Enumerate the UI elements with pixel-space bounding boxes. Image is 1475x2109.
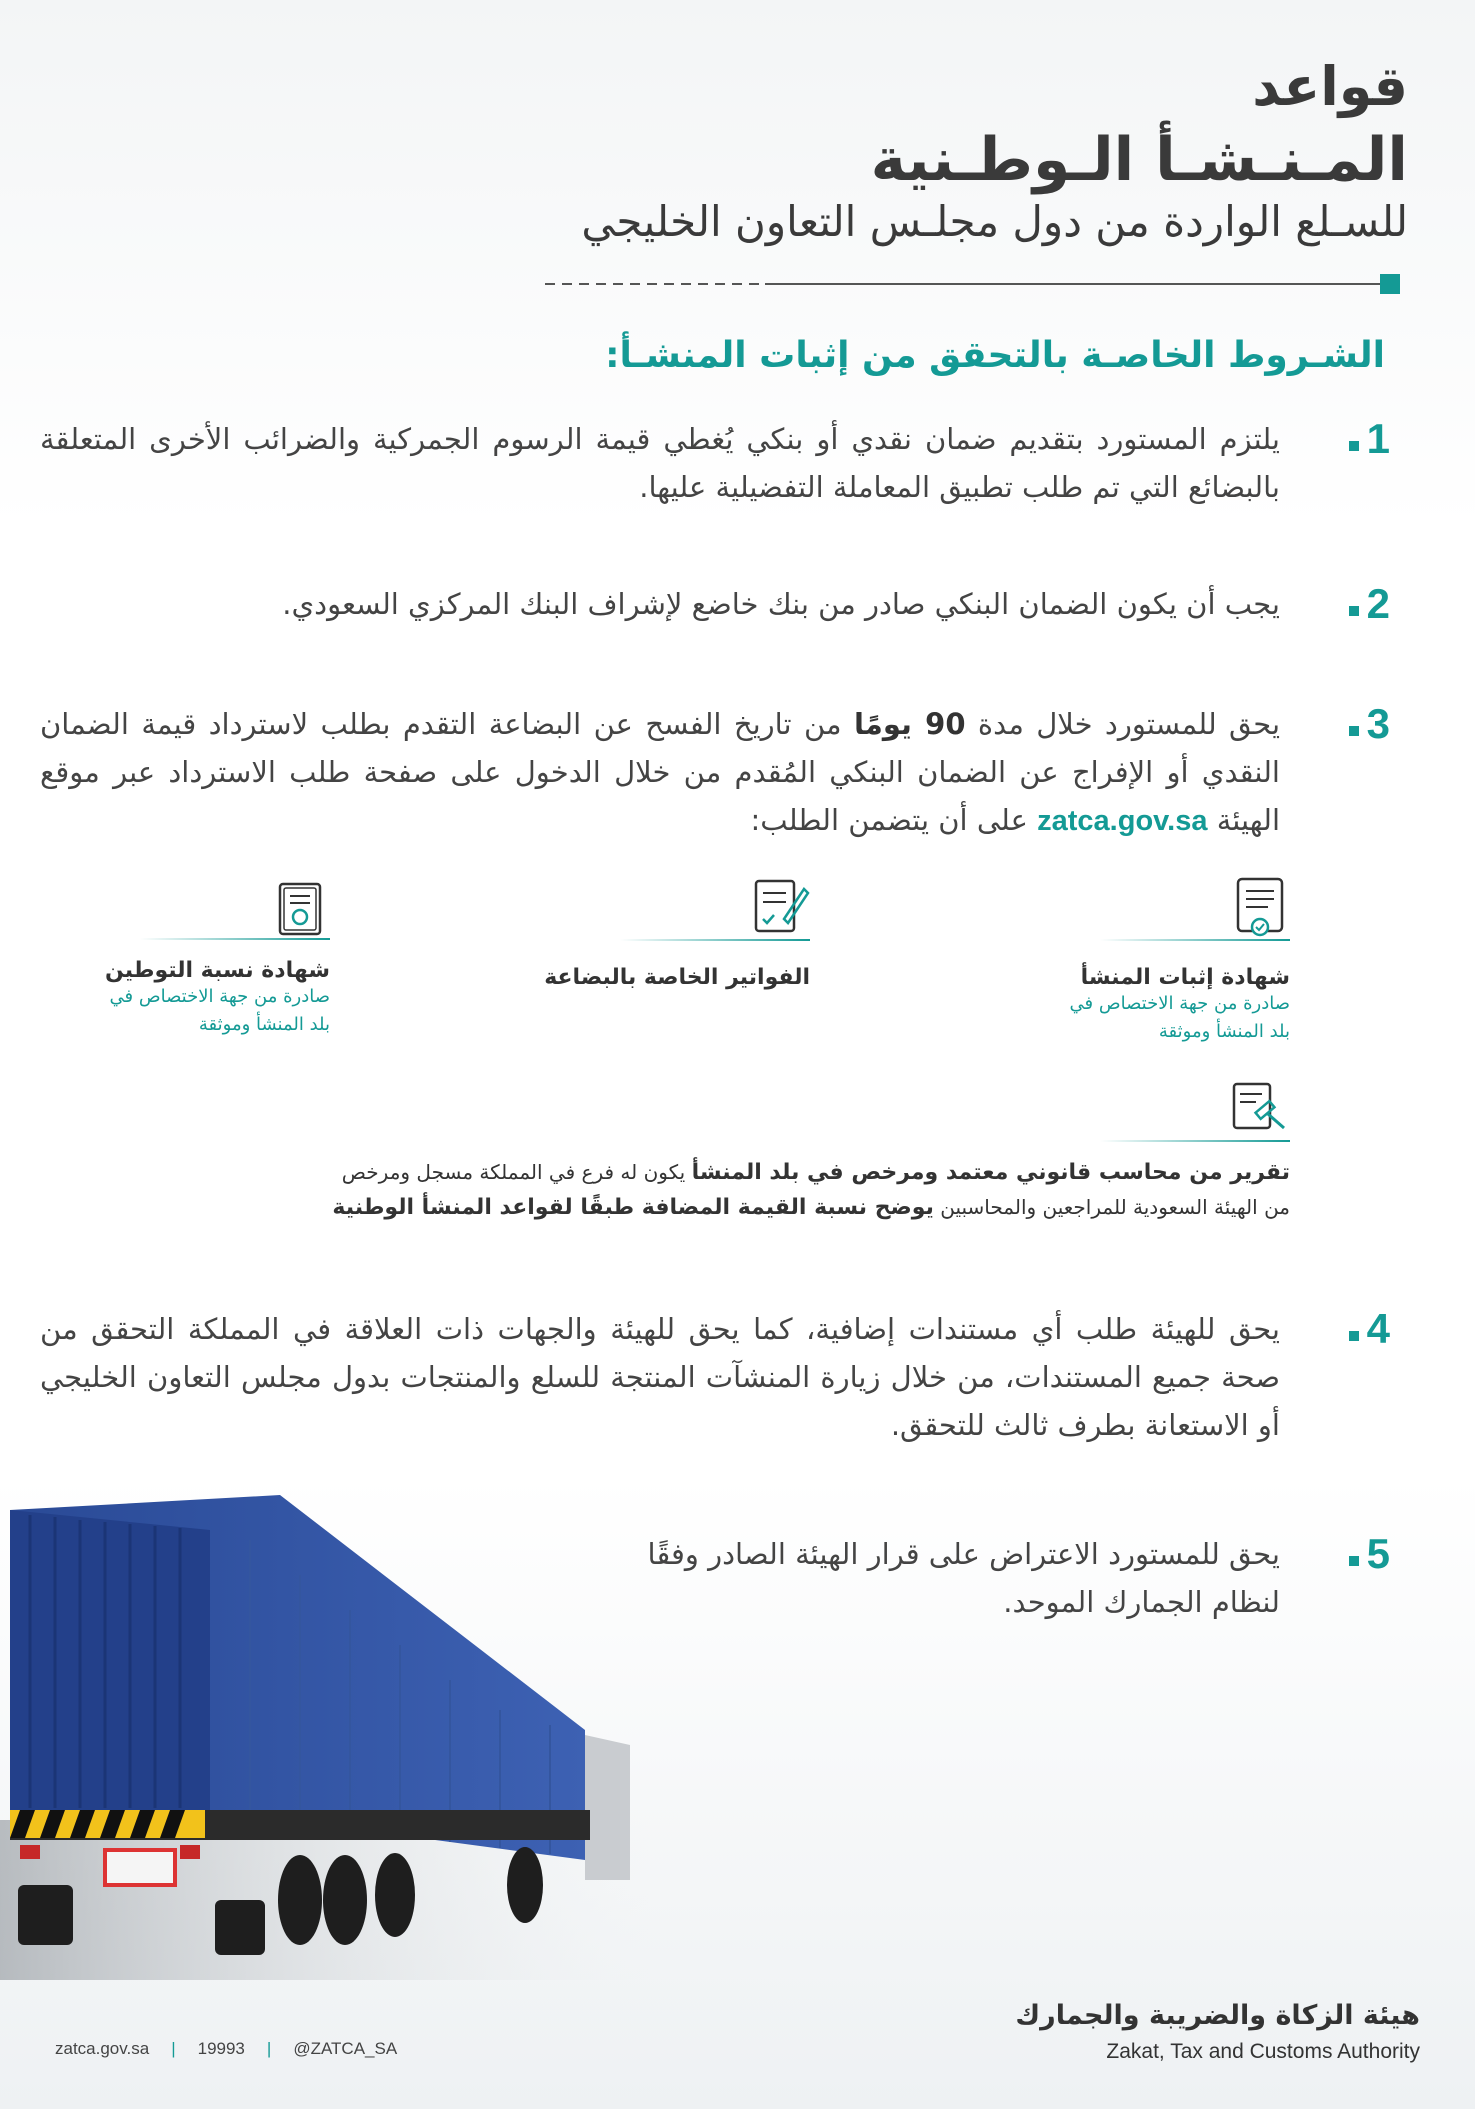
title-divider: [545, 274, 1405, 294]
item-text: يحق للهيئة طلب أي مستندات إضافية، كما يحق للهيئة والجهات ذات العلاقة في المملكة التحقق من صحة جميع المستندات، من خلال زيارة المنشآت المنتجة للسلع والمنتجات بدول مجلس التعاون الخليجي أو الاستعانة بطرف ثالث للتحقق.: [40, 1312, 1280, 1442]
doc-title: شهادة نسبة التوطين: [104, 958, 330, 983]
item-text-part: يحق للمستورد خلال مدة: [977, 707, 1281, 741]
title-line-1: قواعد: [1252, 55, 1408, 118]
item-text-part: على أن يتضمن الطلب:: [750, 803, 1028, 837]
footer-phone[interactable]: 19993: [197, 2039, 245, 2058]
document-icon: [270, 880, 330, 944]
doc-subtitle: بلد المنشأ وموثقة: [198, 1014, 330, 1035]
doc-localization-certificate: [0, 880, 330, 1050]
item-1: [40, 415, 1390, 511]
org-name-english: Zakat, Tax and Customs Authority: [1106, 2040, 1420, 2063]
item-text: يحق للمستورد الاعتراض على قرار الهيئة الصادر وفقًا لنظام الجمارك الموحد.: [647, 1537, 1280, 1619]
doc-subtitle: صادرة من جهة الاختصاص في: [1069, 993, 1290, 1014]
item-3: [40, 700, 1390, 845]
invoice-icon: [750, 875, 810, 939]
item-number: 4: [1366, 1305, 1390, 1352]
website-link[interactable]: zatca.gov.sa: [1037, 805, 1208, 837]
title-line-3: للسـلع الواردة من دول مجلـس التعاون الخليجي: [581, 197, 1408, 246]
section-heading: الشـروط الخاصـة بالتحقق من إثبات المنشـأ:: [605, 335, 1385, 376]
gavel-icon: [1230, 1080, 1290, 1136]
title-line-2: المـنـشـأ الـوطـنية: [870, 125, 1408, 195]
item-text-emphasis: 90 يومًا: [853, 707, 966, 741]
footer-social-handle[interactable]: @ZATCA_SA: [293, 2039, 398, 2058]
footer-contacts: zatca.gov.sa | 19993 | @ZATCA_SA: [55, 2039, 398, 2058]
item-text-part: من تاريخ الفسح عن البضاعة التقدم بطلب لاسترداد قيمة الضمان النقدي أو الإفراج عن الضمان البنكي المُقدم من خلال الدخول على صفحة طلب الاسترداد عبر موقع الهيئة: [40, 707, 1280, 837]
item-number: 3: [1366, 700, 1390, 747]
doc-subtitle: صادرة من جهة الاختصاص في: [109, 986, 330, 1007]
footer-website[interactable]: zatca.gov.sa: [55, 2039, 150, 2058]
org-name-arabic: هيئة الزكاة والضريبة والجمارك: [1015, 2000, 1420, 2031]
doc-title: شهادة إثبات المنشأ: [1080, 965, 1290, 990]
item-number: 5: [1366, 1530, 1390, 1577]
item-4: [40, 1305, 1390, 1449]
report-text: يكون له فرع في المملكة مسجل ومرخص: [341, 1160, 686, 1184]
certificate-icon: [1230, 875, 1290, 939]
report-emphasis: يوضح نسبة القيمة المضافة طبقًا لقواعد المنشأ الوطنية: [332, 1195, 934, 1220]
doc-origin-certificate: [960, 875, 1290, 1045]
doc-invoices: [480, 875, 810, 995]
doc-subtitle: بلد المنشأ وموثقة: [1158, 1021, 1290, 1042]
report-title: تقرير من محاسب قانوني معتمد ومرخص في بلد المنشأ: [691, 1160, 1290, 1185]
truck-illustration: [0, 1480, 650, 1980]
item-2: [40, 580, 1390, 628]
doc-accountant-report: [290, 1080, 1290, 1230]
item-text: يجب أن يكون الضمان البنكي صادر من بنك خاضع لإشراف البنك المركزي السعودي.: [282, 587, 1280, 621]
item-text: [40, 700, 1280, 845]
item-5: [590, 1530, 1390, 1626]
item-text: يلتزم المستورد بتقديم ضمان نقدي أو بنكي يُغطي قيمة الرسوم الجمركية والضرائب الأخرى المتعلقة بالبضائع التي تم طلب تطبيق المعاملة التفضيلية عليها.: [40, 422, 1280, 504]
report-text: من الهيئة السعودية للمراجعين والمحاسبين: [940, 1195, 1290, 1219]
doc-title: الفواتير الخاصة بالبضاعة: [544, 965, 810, 990]
item-number: 2: [1366, 580, 1390, 627]
item-number: 1: [1366, 415, 1390, 462]
